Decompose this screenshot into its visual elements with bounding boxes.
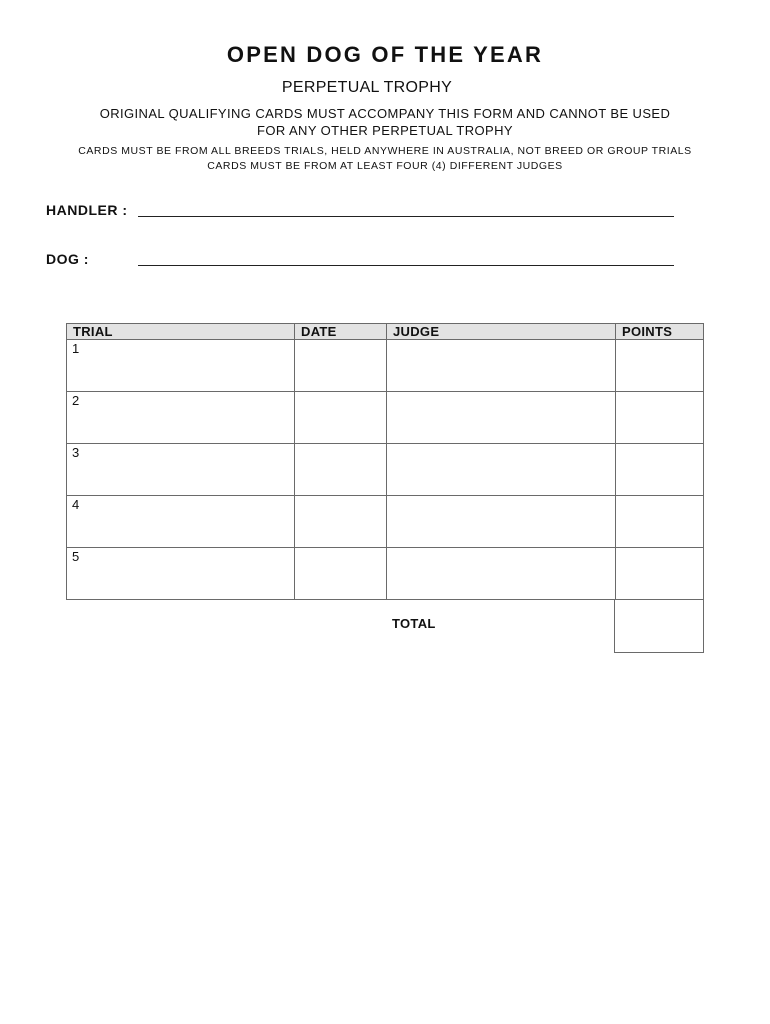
note-line: CARDS MUST BE FROM ALL BREEDS TRIALS, HELD ANYWHERE IN AUSTRALIA, NOT BREED OR GROUP TRIALS bbox=[78, 145, 692, 157]
trial-number-cell: 4 bbox=[72, 497, 80, 512]
date-cell[interactable] bbox=[294, 496, 386, 547]
table-row bbox=[66, 340, 704, 392]
date-cell[interactable] bbox=[294, 444, 386, 495]
column-header-trial: TRIAL bbox=[73, 324, 113, 339]
points-cell[interactable] bbox=[615, 548, 705, 599]
column-header-date: DATE bbox=[294, 324, 386, 339]
column-header-judge: JUDGE bbox=[386, 324, 615, 339]
judge-cell[interactable] bbox=[386, 444, 615, 495]
dog-label: DOG : bbox=[46, 251, 89, 267]
judge-cell[interactable] bbox=[386, 548, 615, 599]
table-row bbox=[66, 392, 704, 444]
column-header-points: POINTS bbox=[615, 324, 705, 339]
points-cell[interactable] bbox=[615, 392, 705, 443]
card-requirements-note bbox=[0, 144, 770, 173]
judge-cell[interactable] bbox=[386, 340, 615, 391]
date-cell[interactable] bbox=[294, 340, 386, 391]
trial-number-cell: 2 bbox=[72, 393, 80, 408]
points-cell[interactable] bbox=[615, 496, 705, 547]
points-cell[interactable] bbox=[615, 444, 705, 495]
total-label: TOTAL bbox=[392, 616, 436, 631]
note-line: ORIGINAL QUALIFYING CARDS MUST ACCOMPANY THIS FORM AND CANNOT BE USED bbox=[99, 106, 671, 121]
judge-cell[interactable] bbox=[386, 496, 615, 547]
form-title: OPEN DOG OF THE YEAR bbox=[226, 42, 544, 67]
handler-field[interactable] bbox=[138, 216, 674, 217]
date-cell[interactable] bbox=[294, 392, 386, 443]
table-row bbox=[66, 444, 704, 496]
table-row bbox=[66, 496, 704, 548]
table-row bbox=[66, 548, 704, 600]
note-line: FOR ANY OTHER PERPETUAL TROPHY bbox=[257, 123, 513, 138]
points-cell[interactable] bbox=[615, 340, 705, 391]
dog-field[interactable] bbox=[138, 265, 674, 266]
note-line: CARDS MUST BE FROM AT LEAST FOUR (4) DIFFERENT JUDGES bbox=[207, 159, 563, 172]
handler-label: HANDLER : bbox=[46, 202, 128, 218]
total-points-field[interactable] bbox=[614, 600, 704, 653]
qualifying-cards-note bbox=[0, 105, 770, 139]
form-subtitle: PERPETUAL TROPHY bbox=[281, 79, 453, 96]
trial-number-cell: 1 bbox=[72, 341, 80, 356]
trial-number-cell: 3 bbox=[72, 445, 80, 460]
judge-cell[interactable] bbox=[386, 392, 615, 443]
table-header-row bbox=[66, 323, 704, 340]
trial-number-cell: 5 bbox=[72, 549, 80, 564]
date-cell[interactable] bbox=[294, 548, 386, 599]
